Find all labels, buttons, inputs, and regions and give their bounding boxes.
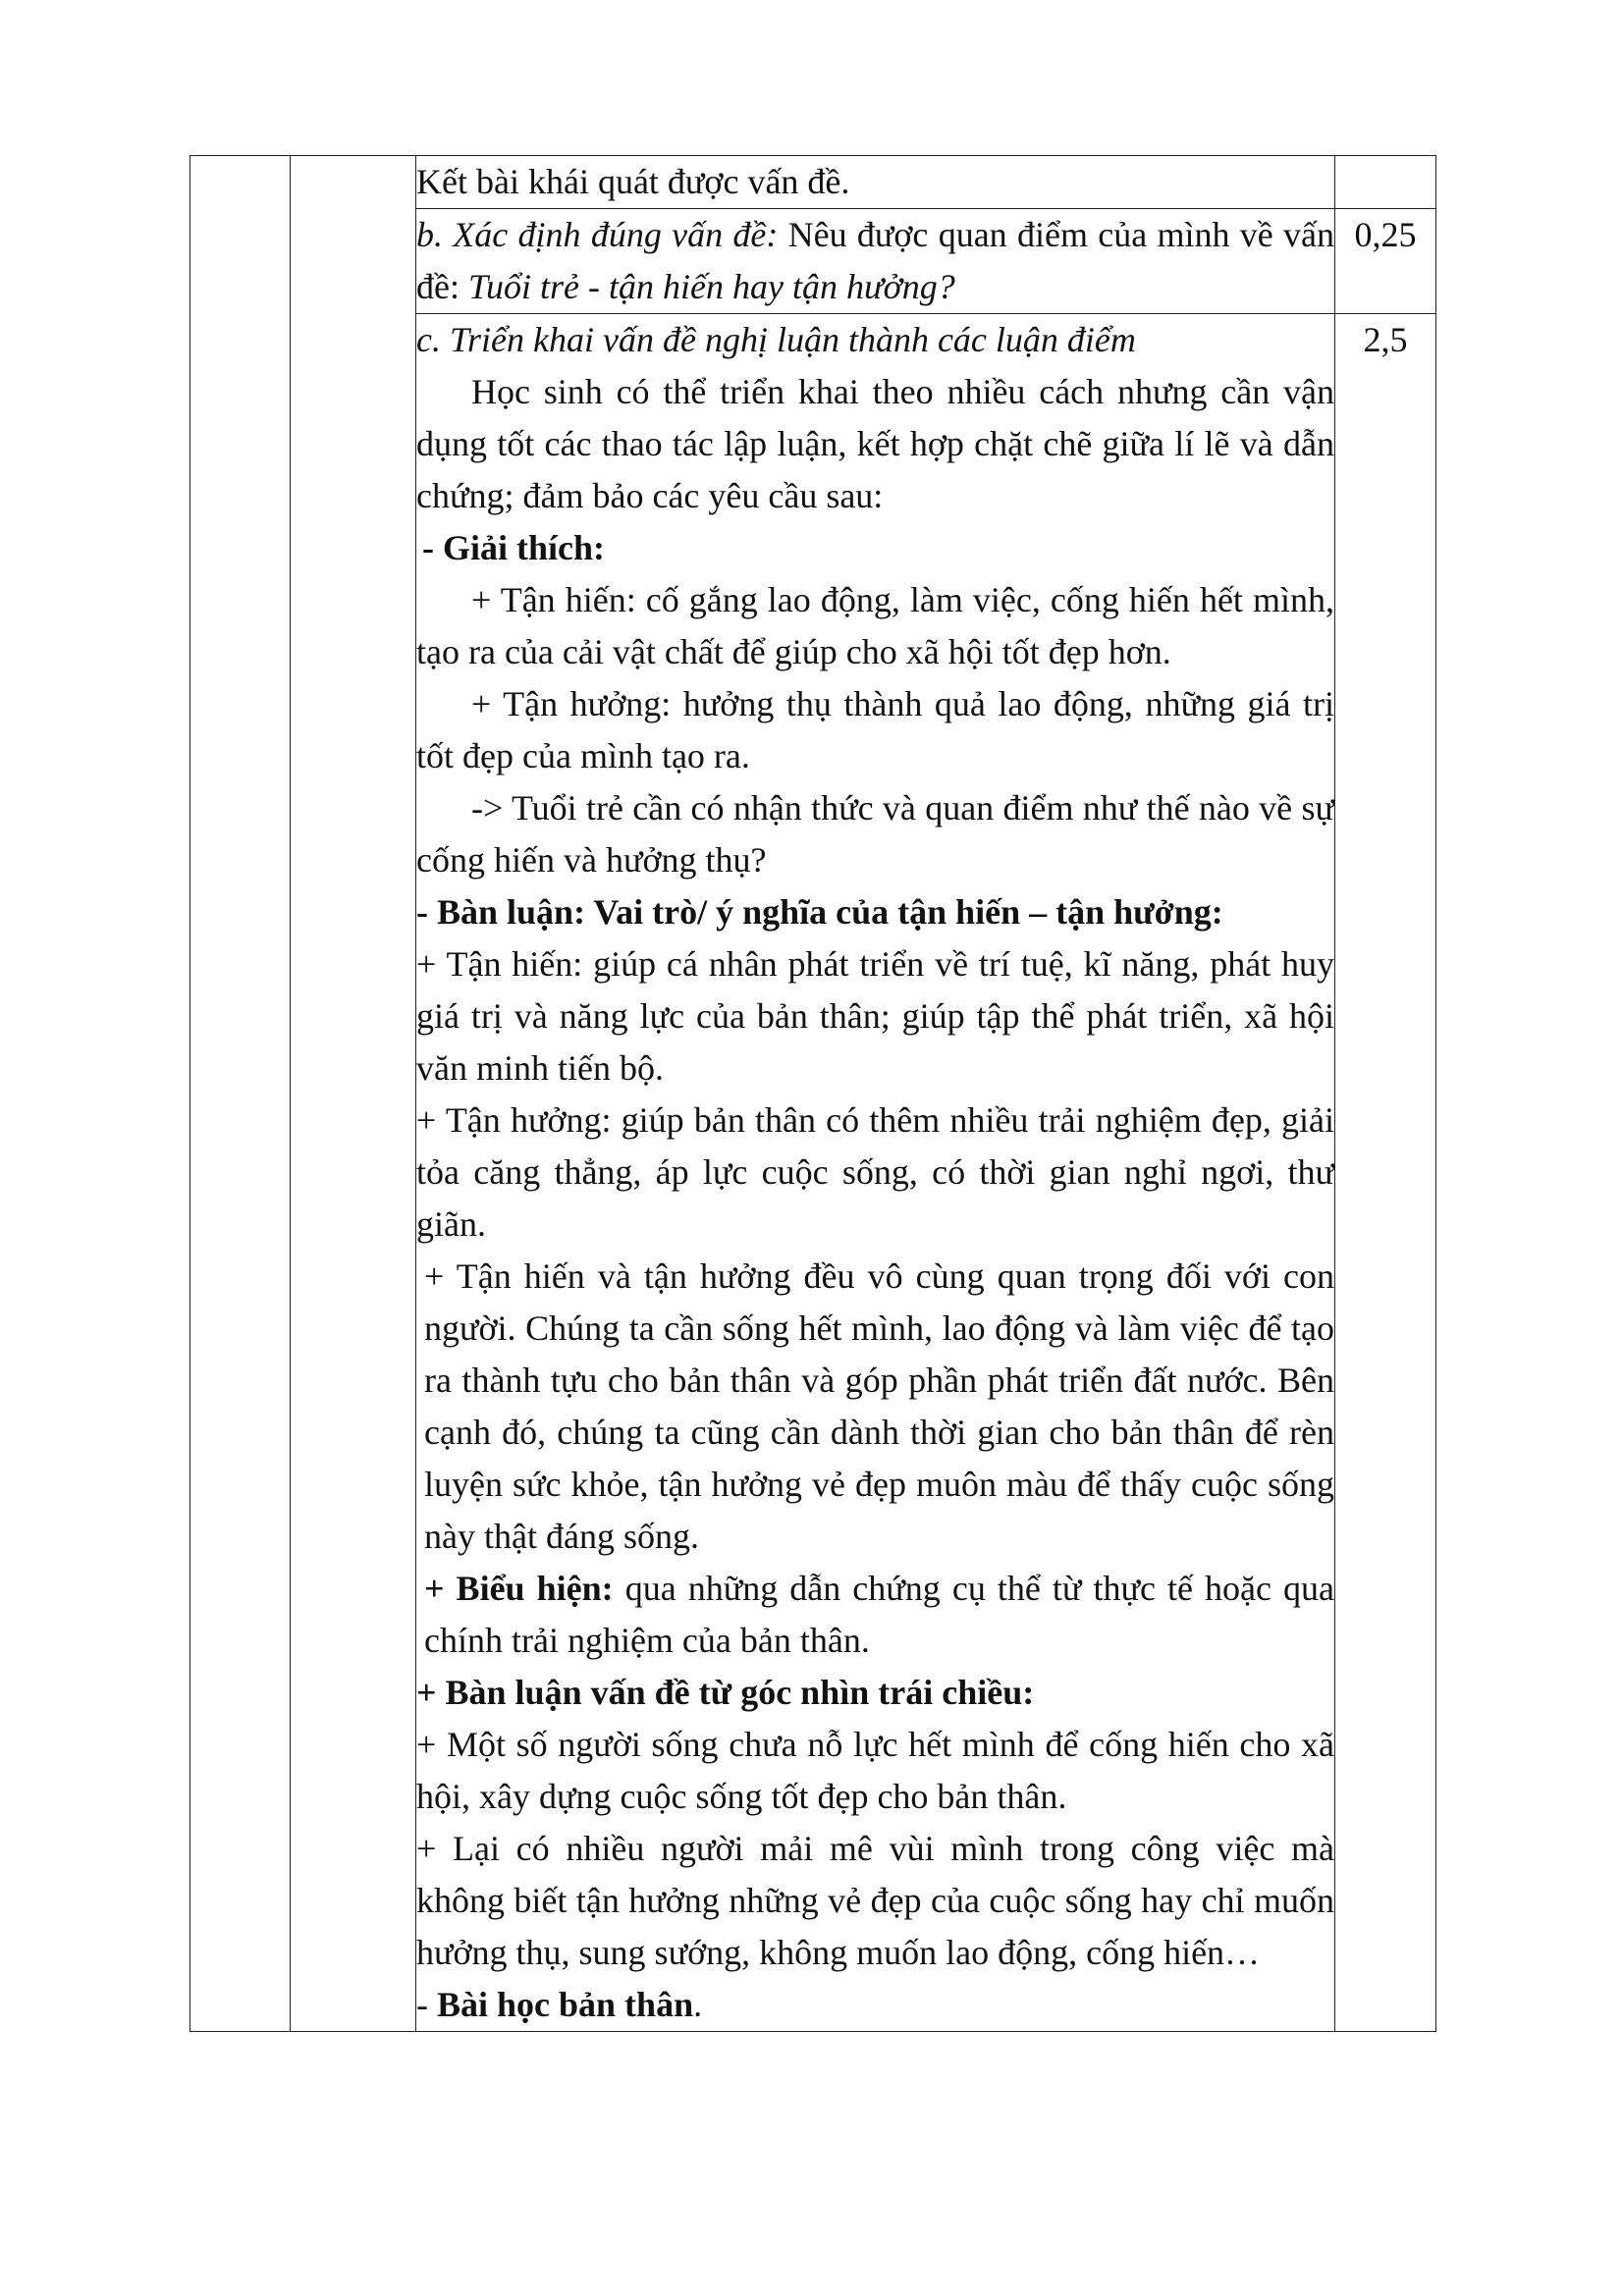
score-cell-b: 0,25 [1335, 209, 1436, 314]
criterion-b-text: Nêu được quan điểm của mình về vấn đề: [416, 215, 1334, 306]
discuss-item-1: + Tận hiến: giúp cá nhân phát triển về trí tuệ, kĩ năng, phát huy giá trị và năng lực của bản thân; giúp tập thể phát triển, xã hội văn minh tiến bộ. [416, 944, 1334, 1088]
score-cell-intro [1335, 156, 1436, 209]
explain-item-3: -> Tuổi trẻ cần có nhận thức và quan điểm như thế nào về sự cống hiến và hưởng thụ? [416, 788, 1334, 880]
criterion-b-topic: Tuổi trẻ - tận hiến hay tận hưởng? [467, 267, 955, 306]
explain-item-1: + Tận hiến: cố gắng lao động, làm việc, cống hiến hết mình, tạo ra của cải vật chất để giúp cho xã hội tốt đẹp hơn. [416, 580, 1334, 671]
empty-cell-part [291, 156, 416, 2032]
counter-heading: + Bàn luận vấn đề từ góc nhìn trái chiều: [416, 1673, 1035, 1712]
express-text: qua những dẫn chứng cụ thể từ thực tế hoặc qua chính trải nghiệm của bản thân. [424, 1569, 1334, 1660]
express-label: + Biểu hiện: [424, 1569, 614, 1608]
criterion-b [416, 209, 1334, 313]
content-cell-c [416, 314, 1335, 2032]
conclusion-text: Kết bài khái quát được vấn đề. [416, 162, 850, 201]
content-cell-intro [416, 156, 1335, 209]
lesson-item [416, 1979, 1334, 2031]
lesson-prefix: - [416, 1985, 437, 2024]
criterion-c-intro: Học sinh có thể triển khai theo nhiều cách nhưng cần vận dụng tốt các thao tác lập luận, kết hợp chặt chẽ giữa lí lẽ và dẫn chứng; đảm bảo các yêu cầu sau: [416, 372, 1334, 515]
criterion-b-label: b. Xác định đúng vấn đề: [416, 215, 779, 254]
empty-cell-question [190, 156, 291, 2032]
table-row-intro [190, 156, 1436, 209]
counter-item-2: + Lại có nhiều người mải mê vùi mình trong công việc mà không biết tận hưởng những vẻ đẹp của cuộc sống hay chỉ muốn hưởng thụ, sung sướng, không muốn lao động, cống hiến… [416, 1829, 1334, 1972]
explain-heading: - Giải thích: [422, 528, 605, 567]
criterion-c-label: c. Triển khai vấn đề nghị luận thành các luận điểm [416, 320, 1136, 359]
answer-table [189, 155, 1436, 2032]
discuss-heading: - Bàn luận: Vai trò/ ý nghĩa của tận hiến – tận hưởng: [416, 892, 1223, 932]
express-item [416, 1563, 1334, 1667]
lesson-label: Bài học bản thân [437, 1985, 694, 2024]
lesson-suffix: . [693, 1985, 703, 2024]
content-cell-b [416, 209, 1335, 314]
counter-item-1: + Một số người sống chưa nỗ lực hết mình để cống hiến cho xã hội, xây dựng cuộc sống tốt đẹp cho bản thân. [416, 1725, 1334, 1816]
score-cell-c: 2,5 [1335, 314, 1436, 2032]
discuss-item-3: + Tận hiến và tận hưởng đều vô cùng quan trọng đối với con người. Chúng ta cần sống hết mình, lao động và làm việc để tạo ra thành tựu cho bản thân và góp phần phát triển đất nước. Bên cạnh đó, chúng ta cũng cần dành thời gian cho bản thân để rèn luyện sức khỏe, tận hưởng vẻ đẹp muôn màu để thấy cuộc sống này thật đáng sống. [424, 1256, 1334, 1556]
discuss-item-2: + Tận hưởng: giúp bản thân có thêm nhiều trải nghiệm đẹp, giải tỏa căng thẳng, áp lực cuộc sống, có thời gian nghỉ ngơi, thư giãn. [416, 1100, 1334, 1244]
explain-item-2: + Tận hưởng: hưởng thụ thành quả lao động, những giá trị tốt đẹp của mình tạo ra. [416, 684, 1334, 775]
